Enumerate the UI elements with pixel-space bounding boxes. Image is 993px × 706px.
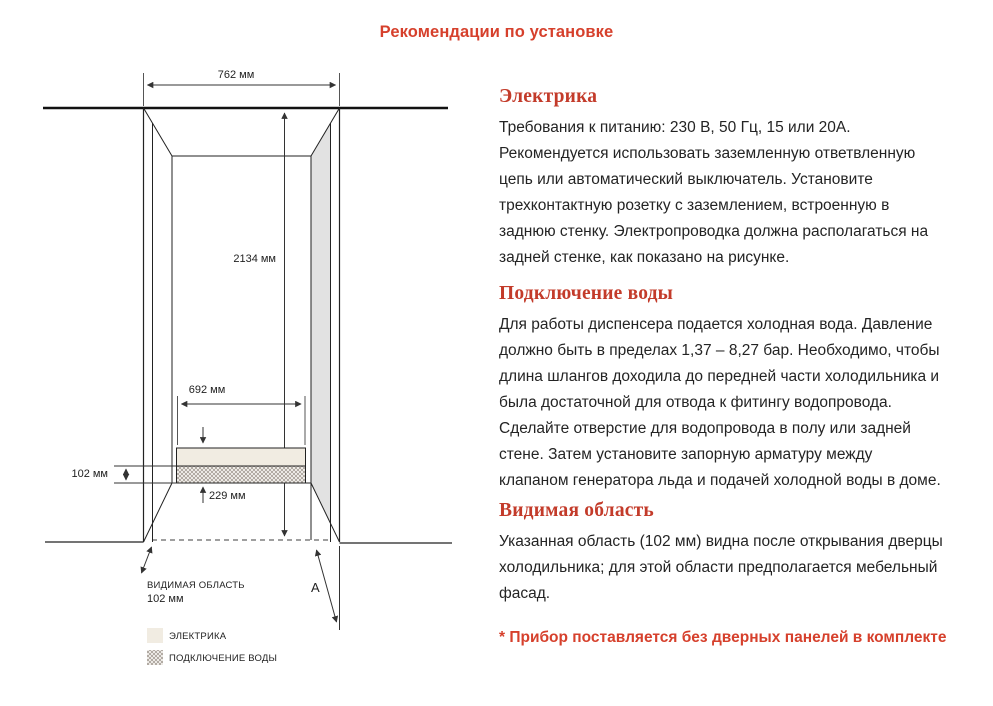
- floor-diagonal-left: [144, 483, 173, 542]
- legend-swatch-water: [147, 650, 163, 665]
- footnote-no-door-panels: * Прибор поставляется без дверных панелей в комплекте: [499, 629, 947, 646]
- dim-label-102: 102 мм: [71, 468, 108, 480]
- section-visible-area-body: Указанная область (102 мм) видна после открывания дверцы холодильника; для этой области предполагается мебельный фасад.: [499, 533, 943, 602]
- section-electrical: [499, 86, 946, 271]
- section-water: [499, 283, 946, 494]
- section-electrical-heading: Электрика: [499, 86, 598, 107]
- legend-swatch-electrics: [147, 628, 163, 643]
- section-visible-area: [499, 500, 946, 607]
- section-visible-area-heading: Видимая область: [499, 500, 654, 521]
- legend-label-electrics: ЭЛЕКТРИКА: [169, 631, 227, 642]
- water-connection-zone: [177, 466, 306, 483]
- visible-area-caption: ВИДИМАЯ ОБЛАСТЬ: [147, 580, 245, 591]
- visible-area-value: 102 мм: [147, 593, 184, 605]
- marker-a-label: A: [311, 580, 320, 595]
- ceiling-diagonal-left: [144, 108, 173, 156]
- section-electrical-body: Требования к питанию: 230 В, 50 Гц, 15 или 20А. Рекомендуется использовать заземленную ответвленную цепь или автоматический выключатель. Установите трехконтактную розетку с заземлением, встроенную в заднюю стенку. Электропроводка должна располагаться на задней стенке, как показано на рисунке.: [499, 119, 929, 266]
- dim-label-692: 692 мм: [188, 384, 226, 396]
- electrics-zone: [177, 448, 306, 466]
- section-water-heading: Подключение воды: [499, 283, 674, 304]
- legend-label-water: ПОДКЛЮЧЕНИЕ ВОДЫ: [169, 653, 278, 664]
- visible-area-arrow: [142, 547, 152, 573]
- section-water-body: Для работы диспенсера подается холодная вода. Давление должно быть в пределах 1,37 – 8,27 бар. Необходимо, чтобы длина шлангов доходила до передней части холодильника и была достаточной для отвода к фитингу водопровода. Сделайте отверстие для водопровода в полу или задней стене. Затем установите запорную арматуру между клапаном генератора льда и подачей холодной воды в доме.: [499, 316, 941, 489]
- dim-label-229: 229 мм: [209, 490, 246, 502]
- side-wall-panel: [311, 123, 331, 523]
- page-title: Рекомендации по установке: [379, 23, 614, 41]
- dim-label-762: 762 мм: [217, 69, 255, 81]
- dim-label-2134: 2134 мм: [233, 253, 276, 265]
